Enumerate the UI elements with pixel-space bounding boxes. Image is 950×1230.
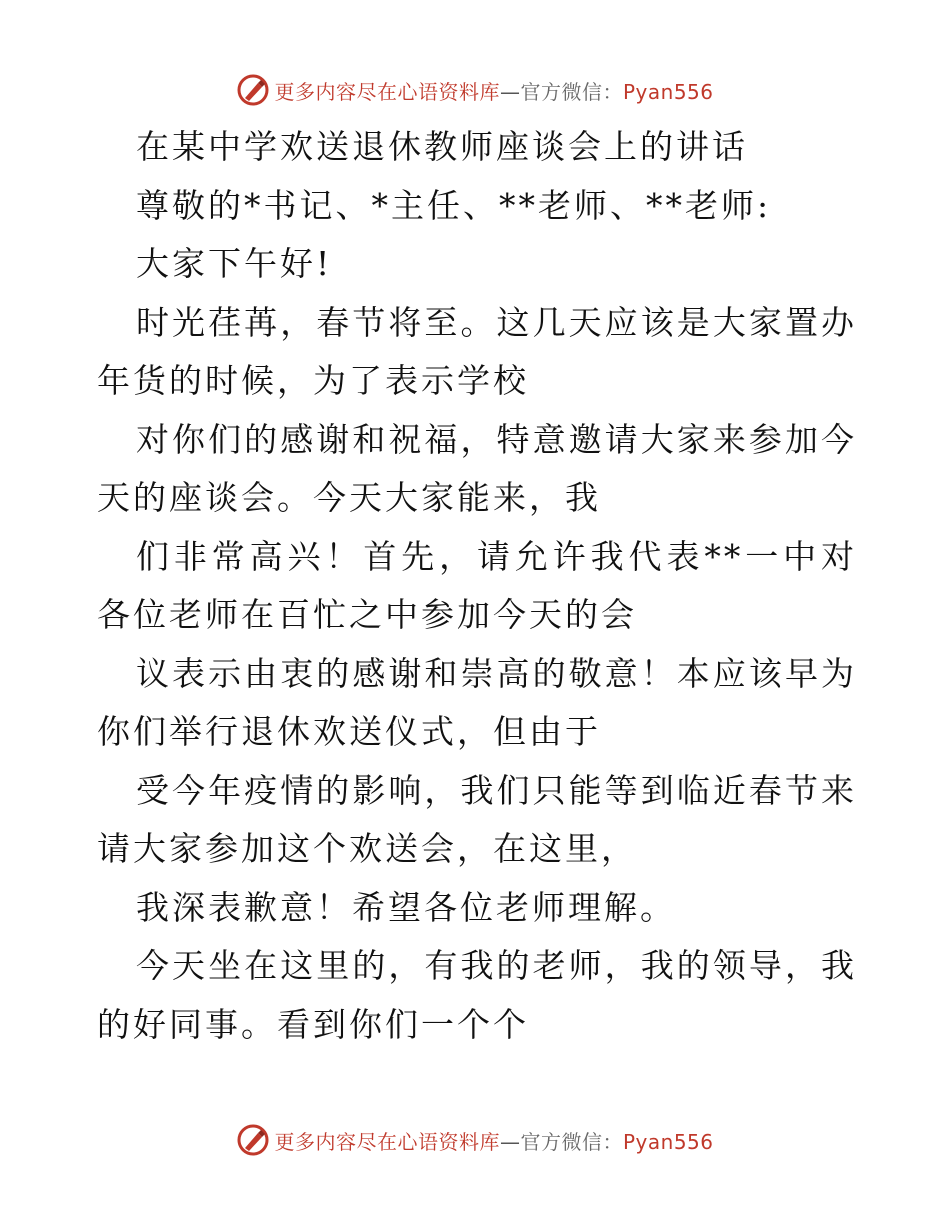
paragraph: 受今年疫情的影响，我们只能等到临近春节来请大家参加这个欢送会，在这里，	[97, 770, 857, 868]
banner-wechat-label: 官方微信：	[520, 1129, 623, 1154]
banner-account: Pyan556	[622, 79, 714, 104]
footer-banner	[0, 1120, 950, 1160]
banner-separator: —	[499, 1129, 521, 1154]
banner-site-text: 更多内容尽在心语资料库	[274, 79, 500, 104]
banner-site-text: 更多内容尽在心语资料库	[274, 1129, 500, 1154]
header-banner	[0, 70, 950, 110]
paragraph: 今天坐在这里的，有我的老师，我的领导，我的好同事。看到你们一个个	[97, 946, 857, 1044]
paragraph: 议表示由衷的感谢和崇高的敬意！本应该早为你们举行退休欢送仪式，但由于	[97, 653, 857, 751]
paragraph: 们非常高兴！首先，请允许我代表**一中对各位老师在百忙之中参加今天的会	[97, 536, 857, 634]
banner-text	[274, 76, 713, 105]
pen-logo-icon	[236, 73, 270, 107]
banner-separator: —	[499, 79, 521, 104]
paragraph: 我深表歉意！希望各位老师理解。	[136, 887, 676, 927]
banner-account: Pyan556	[622, 1129, 714, 1154]
banner-wechat-label: 官方微信：	[520, 79, 623, 104]
document-title: 在某中学欢送退休教师座谈会上的讲话	[136, 127, 748, 166]
document-body	[97, 118, 857, 1054]
salutation: 尊敬的*书记、*主任、**老师、**老师:	[136, 185, 772, 225]
banner-text	[274, 1126, 713, 1155]
paragraph: 对你们的感谢和祝福，特意邀请大家来参加今天的座谈会。今天大家能来，我	[97, 419, 857, 517]
pen-logo-icon	[236, 1123, 270, 1157]
paragraph: 时光荏苒，春节将至。这几天应该是大家置办年货的时候，为了表示学校	[97, 302, 857, 400]
greeting: 大家下午好!	[136, 244, 333, 283]
